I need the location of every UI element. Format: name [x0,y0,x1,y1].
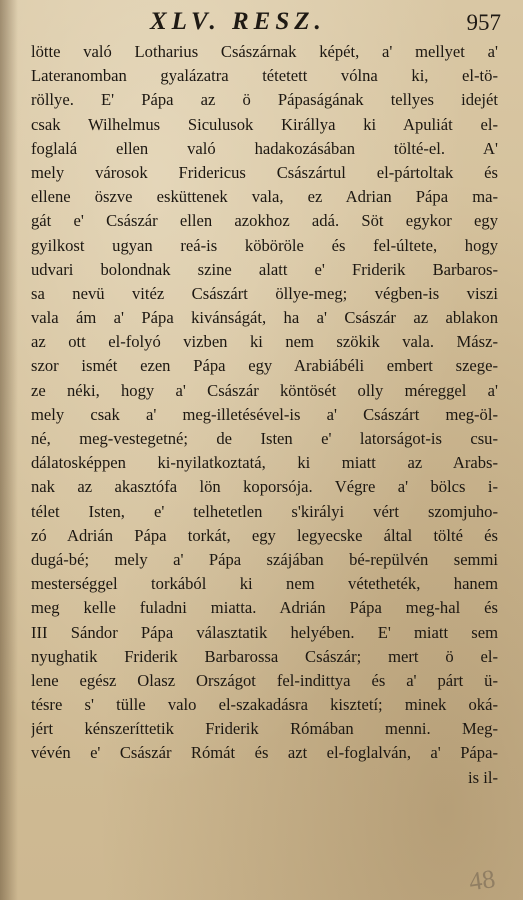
text-line: sa nevü vitéz Császárt öllye-meg; végben-is viszi [31,283,498,303]
text-line: szor ismét ezen Pápa egy Arabiábéli embert szege- [31,356,498,376]
text-line: gát e' Császár ellen azokhoz adá. Söt egykor egy [31,211,498,231]
page-number: 957 [466,10,501,35]
text-line: nyughatik Friderik Barbarossa Császár; mert ö el- [31,646,498,666]
text-line: mely csak a' meg-illetésével-is a' Császárt meg-öl- [31,404,498,424]
text-line: röllye. E' Pápa az ö Pápaságának tellyes idejét [31,90,498,110]
text-line: III Sándor Pápa választatik helyében. E' miatt sem [31,622,498,642]
text-line: télet Isten, e' telhetetlen s'királyi vért szomjuho- [31,501,498,521]
catchword: is il- [468,767,498,787]
text-line: vala ám a' Pápa kivánságát, ha a' Császár az ablakon [31,308,498,328]
body-text [31,40,498,790]
page-header [30,8,505,40]
text-line: az ott el-folyó vizben ki nem szökik vala. Mász- [31,332,498,352]
running-head: XLV. RESZ. [150,8,326,35]
text-line: jért kénszeríttetik Friderik Rómában menni. Meg- [31,719,498,739]
faded-stamp: 48 [467,864,497,897]
text-line: foglalá ellen való hadakozásában tölté-el. A' [31,138,498,158]
text-line: dugá-bé; mely a' Pápa szájában bé-repülvén semmi [31,549,498,569]
text-line: zó Adrián Pápa torkát, egy legyecske által tölté és [31,525,498,545]
text-line: tésre s' tülle valo el-szakadásra kisztetí; minek oká- [31,695,498,715]
text-line: mesterséggel torkából ki nem vétetheték, hanem [31,574,498,594]
text-line: nak az akasztófa lön koporsója. Végre a' bölcs i- [31,477,498,497]
binding-shadow [0,0,18,900]
text-line: Lateranomban gyalázatra tétetett vólna ki, el-tö- [31,66,498,86]
text-line: meg kelle fuladni miatta. Adrián Pápa meg-hal és [31,598,498,618]
text-line: dálatosképpen ki-nyilatkoztatá, ki miatt az Arabs- [31,453,498,473]
text-line: lene egész Olasz Országot fel-indittya és a' párt ü- [31,670,498,690]
text-line: né, meg-vestegetné; de Isten e' latorságot-is csu- [31,429,498,448]
text-line: ellene öszve esküttenek vala, ez Adrian Pápa ma- [31,187,498,207]
text-line: csak Wilhelmus Siculusok Királlya ki Apuliát el- [31,114,498,134]
text-line: mely városok Fridericus Császártul el-pártoltak és [31,162,498,182]
text-line: udvari bolondnak szine alatt e' Friderik Barbaros- [31,259,498,279]
text-line: lötte való Lotharius Császárnak képét, a' mellyet a' [31,42,498,61]
text-line: ze néki, hogy a' Császár köntösét olly méreggel a' [31,380,498,400]
text-line: vévén e' Császár Rómát és azt el-foglalván, a' Pápa- [31,743,498,763]
text-line: gyilkost ugyan reá-is köböröle és fel-últete, hogy [31,235,498,255]
